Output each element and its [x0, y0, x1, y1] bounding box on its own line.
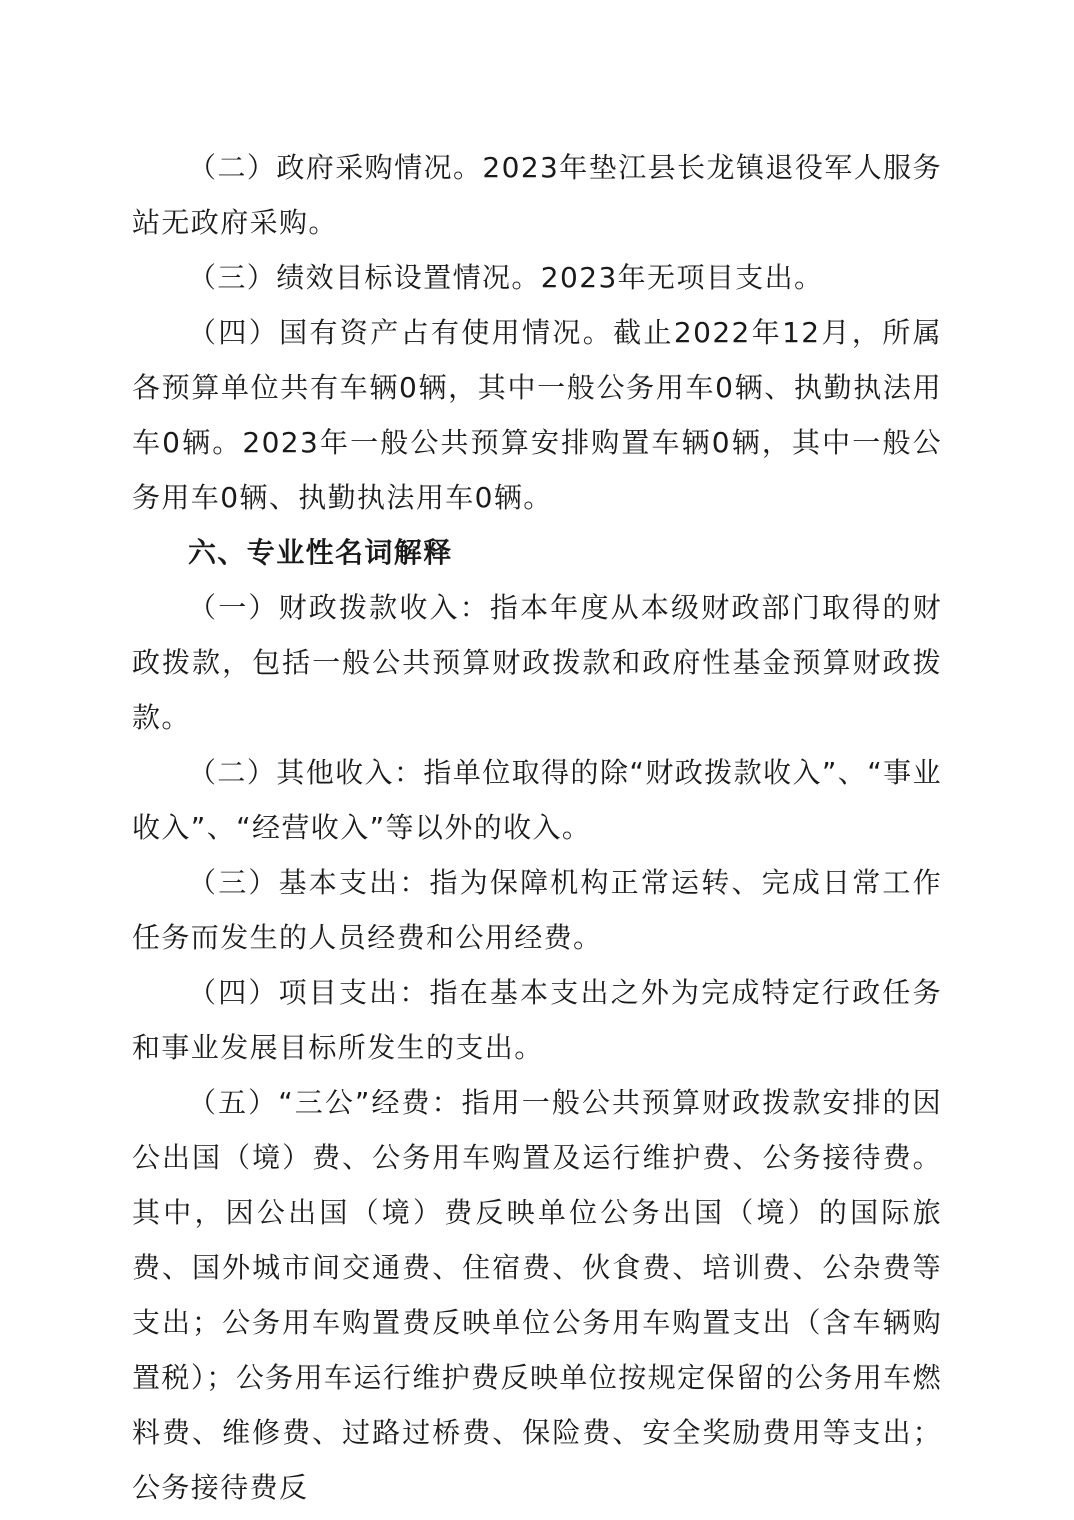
definition-fiscal-appropriation-income: （一）财政拨款收入：指本年度从本级财政部门取得的财政拨款，包括一般公共预算财政拨款和政府性基金预算财政拨款。 [132, 591, 942, 734]
paragraph-performance-targets: （三）绩效目标设置情况。2023年无项目支出。 [188, 261, 824, 294]
definition-basic-expenditure: （三）基本支出：指为保障机构正常运转、完成日常工作任务而发生的人员经费和公用经费。 [132, 866, 942, 954]
definition-other-income: （二）其他收入：指单位取得的除“财政拨款收入”、“事业收入”、“经营收入”等以外的收入。 [132, 756, 942, 844]
definition-project-expenditure: （四）项目支出：指在基本支出之外为完成特定行政任务和事业发展目标所发生的支出。 [132, 976, 942, 1064]
document-page [132, 140, 942, 1515]
definition-three-public-expenses: （五）“三公”经费：指用一般公共预算财政拨款安排的因公出国（境）费、公务用车购置及运行维护费、公务接待费。其中，因公出国（境）费反映单位公务出国（境）的国际旅费、国外城市间交通费、住宿费、伙食费、培训费、公杂费等支出；公务用车购置费反映单位公务用车购置支出（含车辆购置税）；公务用车运行维护费反映单位按规定保留的公务用车燃料费、维修费、过路过桥费、保险费、安全奖励费用等支出；公务接待费反 [132, 1086, 942, 1504]
section-heading-terminology: 六、专业性名词解释 [188, 536, 453, 569]
paragraph-state-assets: （四）国有资产占有使用情况。截止2022年12月，所属各预算单位共有车辆0辆，其中一般公务用车0辆、执勤执法用车0辆。2023年一般公共预算安排购置车辆0辆，其中一般公务用车0辆、执勤执法用车0辆。 [132, 316, 942, 514]
paragraph-government-procurement: （二）政府采购情况。2023年垫江县长龙镇退役军人服务站无政府采购。 [132, 151, 942, 239]
